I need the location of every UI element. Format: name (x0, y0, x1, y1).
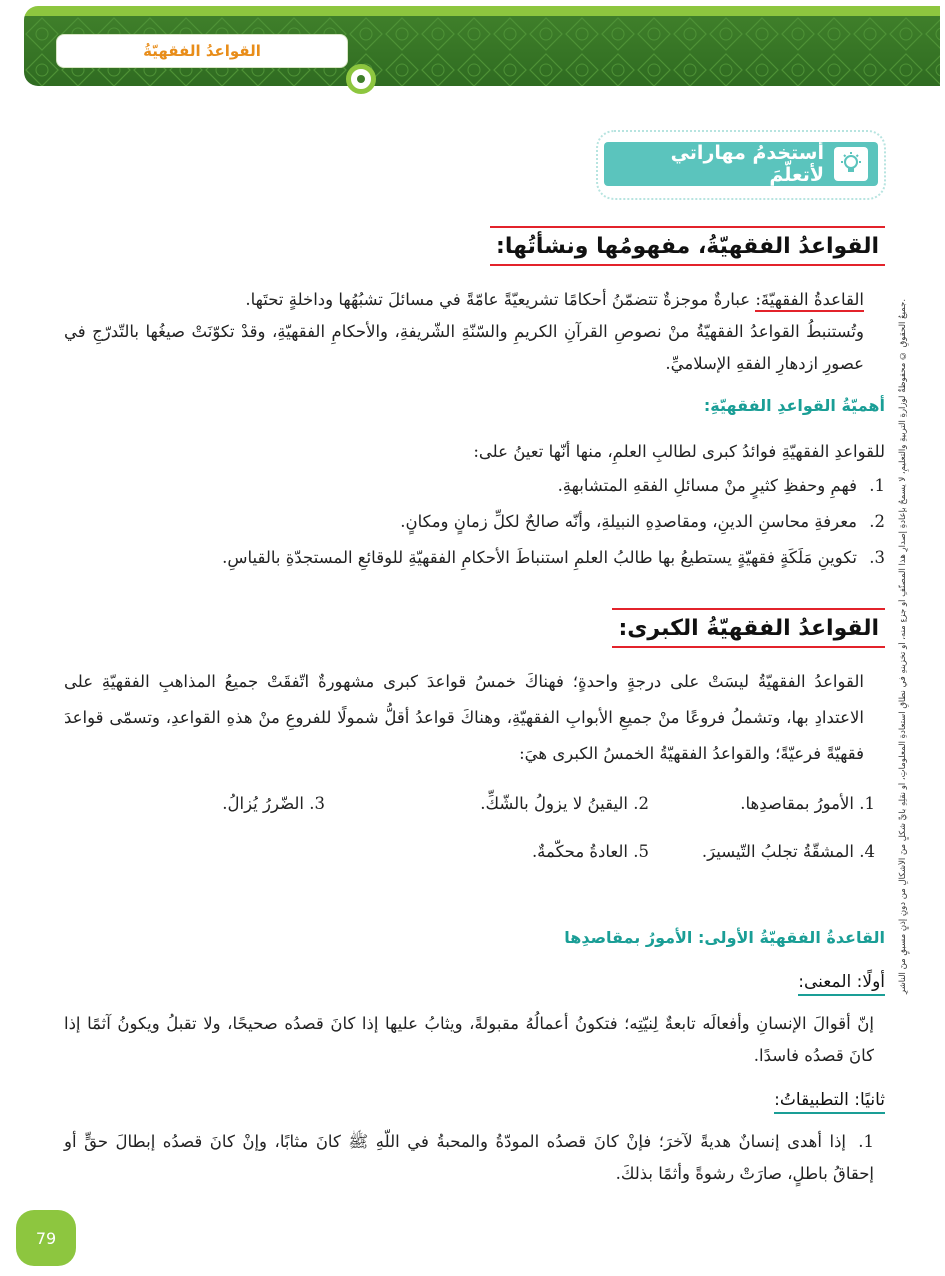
banner-text: أستخدمُ مهاراتي لأتعلّمَ (670, 142, 824, 186)
item-number: 3. (869, 548, 885, 567)
item-text: فهمِ وحفظِ كثيرٍ منْ مسائلِ الفقهِ المتشابهةِ. (557, 476, 857, 495)
chapter-title-tab (56, 34, 348, 68)
rule-item: 2. اليقينُ لا يزولُ بالشّكِّ. (480, 794, 649, 813)
page-number: 79 (35, 1228, 57, 1248)
origin-paragraph: وتُستنبطُ القواعدُ الفقهيّةُ منْ نصوصِ القرآنِ الكريمِ والسّنّةِ الشّريفةِ، والأحكامِ الفقهيّةِ، وقدْ تكوّنَتْ صيغُها بالتّدرّجِ في عصورِ ازدهارِ الفقهِ الإسلاميِّ. (64, 322, 864, 373)
definition-paragraph (64, 284, 864, 316)
meaning-heading-text: أولًا: المعنى: (798, 972, 885, 996)
importance-item (400, 506, 885, 538)
item-number: 1. (869, 476, 885, 495)
banner-box (604, 142, 878, 186)
major-rules-paragraph: القواعدُ الفقهيّةُ ليسَتْ على درجةٍ واحدةٍ؛ فهناكَ خمسُ قواعدَ كبرى مشهورةٌ اتّفقَتْ جميعُ المذاهبِ الفقهيّةِ على الاعتدادِ بها، وتشملُ فروعًا منْ جميعِ الأبوابِ الفقهيّةِ، وهناكَ قواعدُ أقلُّ شمولًا للفروعِ منْ هذهِ القواعدِ، وتسمّى قواعدَ فقهيّةً فرعيّةً؛ والقواعدُ الفقهيّةُ الخمسُ الكبرى هيَ: (64, 672, 864, 763)
rule-item: 3. الضّررُ يُزالُ. (222, 794, 325, 813)
section-heading-concept (490, 226, 885, 266)
lightbulb-icon (834, 147, 868, 181)
applications-heading-text: ثانيًا: التطبيقاتُ: (774, 1090, 885, 1114)
item-number: 2. (869, 512, 885, 531)
importance-item (558, 470, 885, 502)
skills-banner (596, 130, 886, 200)
item-text: إذا أهدى إنسانٌ هديةً لآخرَ؛ فإنْ كانَ قصدُه المودّةُ والمحبةُ في اللّهِ ﷺ كانَ مثابًا، وإنْ كانَ قصدُه إبطالَ حقٍّ أو إحقاقُ باطلٍ، صارَتْ رشوةً وأثمًا بذلكَ. (64, 1132, 874, 1183)
definition-body: عبارةٌ موجزةٌ تتضمّنُ أحكامًا تشريعيّةً عامّةً في مسائلَ تشبُهُها وداخلةٍ تحتَها. (245, 290, 756, 309)
item-text: تكوينِ مَلَكَةٍ فقهيّةٍ يستطيعُ بها طالبُ العلمِ استنباطَ الأحكامِ الفقهيّةِ للوقائعِ المستجدّةِ بالقياسِ. (222, 548, 857, 567)
importance-item (222, 542, 885, 574)
rule-item: 4. المشقّةُ تجلبُ التّيسيرَ. (701, 842, 875, 861)
section-heading-major-rules-text: القواعدُ الفقهيّةُ الكبرى: (618, 615, 879, 641)
copyright-notice: جميعُ الحقوقِ © محفوظةٌ لوزارةِ التربيةِ والتعليمِ، لا يسمحُ بإعادةِ إصدارِ هذا المصنّفِ أو جزءٍ منه، أو تخزينهِ في نطاقِ استعادةِ المعلوماتِ، أو نقلِهِ بأيِّ شكلٍ منَ الأشكالِ من دونِ إذنٍ مسبقٍ منَ الناشرِ. (898, 298, 908, 994)
rule-item: 1. الأمورُ بمقاصدِها. (740, 794, 875, 813)
item-number: 1. (858, 1132, 874, 1151)
application-item (64, 1126, 874, 1190)
meaning-paragraph: إنّ أقوالَ الإنسانِ وأفعالَه تابعةٌ لِنيّتِه؛ فتكونُ أعمالُهُ مقبولةً، ويثابُ عليها إذا كانَ قصدُه صحيحًا، ولا تقبلُ ويكونُ آثمًا إذا كانَ قصدُه فاسدًا. (64, 1014, 874, 1065)
definition-term: القاعدةُ الفقهيّةَ: (755, 290, 864, 312)
importance-intro: للقواعدِ الفقهيّةِ فوائدُ كبرى لطالبِ العلمِ، منها أنّها تعينُ على: (473, 442, 885, 461)
header-hook-ornament (346, 64, 376, 94)
first-rule-heading: القاعدةُ الفقهيّةُ الأولى: الأمورُ بمقاصدِها (564, 928, 885, 947)
meaning-heading (798, 972, 885, 992)
section-heading-concept-text: القواعدُ الفقهيّةُ، مفهومُها ونشأتُها: (496, 233, 879, 259)
rule-item: 5. العادةُ محكّمةٌ. (531, 842, 649, 861)
applications-heading (774, 1090, 885, 1110)
item-text: معرفةِ محاسنِ الدينِ، ومقاصدِهِ النبيلةِ، وأنّه صالحٌ لكلِّ زمانٍ ومكانٍ. (400, 512, 857, 531)
importance-heading: أهميّةُ القواعدِ الفقهيّةِ: (703, 396, 885, 415)
section-heading-major-rules (612, 608, 885, 648)
chapter-title: القواعدُ الفقهيّةُ (143, 42, 261, 60)
page-number-badge (16, 1210, 76, 1266)
